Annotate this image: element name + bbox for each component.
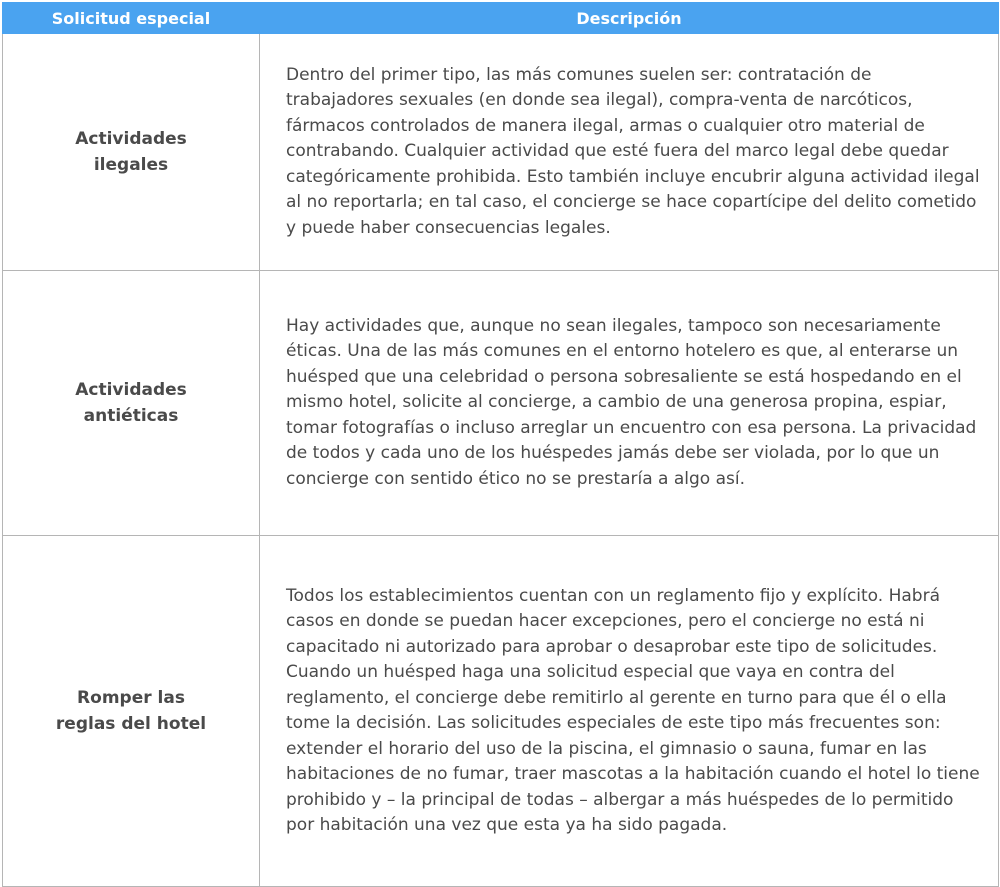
header-request: Solicitud especial xyxy=(3,3,260,34)
header-description: Descripción xyxy=(260,3,999,34)
request-name: Romper las reglas del hotel xyxy=(55,688,207,734)
description-cell: Dentro del primer tipo, las más comunes suelen ser: contratación de trabajadores sexuales (en donde sea ilegal), compra-venta de narcóticos, fármacos controlados de manera ilegal, armas o cualquier otro material de contrabando. Cualquier actividad que esté fuera del marco legal debe quedar categóricamente prohibida. Esto también incluye encubrir alguna actividad ilegal al no reportarla; en tal caso, el concierge se hace copartícipe del delito cometido y puede haber consecuencias legales. xyxy=(260,34,999,271)
table-row xyxy=(3,34,999,271)
header-row xyxy=(3,3,999,34)
special-requests-table xyxy=(2,2,999,887)
request-cell xyxy=(3,271,260,536)
table-row xyxy=(3,271,999,536)
request-name: Actividades ilegales xyxy=(75,129,187,175)
request-cell xyxy=(3,34,260,271)
description-cell: Hay actividades que, aunque no sean ilegales, tampoco son necesariamente éticas. Una de las más comunes en el entorno hotelero es que, al enterarse un huésped que una celebridad o persona sobresaliente se está hospedando en el mismo hotel, solicite al concierge, a cambio de una generosa propina, espiar, tomar fotografías o incluso arreglar un encuentro con esa persona. La privacidad de todos y cada uno de los huéspedes jamás debe ser violada, por lo que un concierge con sentido ético no se prestaría a algo así. xyxy=(260,271,999,536)
request-cell xyxy=(3,536,260,887)
description-cell: Todos los establecimientos cuentan con un reglamento fijo y explícito. Habrá casos en donde se puedan hacer excepciones, pero el concierge no está ni capacitado ni autorizado para aprobar o desaprobar este tipo de solicitudes. Cuando un huésped haga una solicitud especial que vaya en contra del reglamento, el concierge debe remitirlo al gerente en turno para que él o ella tome la decisión. Las solicitudes especiales de este tipo más frecuentes son: extender el horario del uso de la piscina, el gimnasio o sauna, fumar en las habitaciones de no fumar, traer mascotas a la habitación cuando el hotel lo tiene prohibido y – la principal de todas – albergar a más huéspedes de lo permitido por habitación una vez que esta ya ha sido pagada. xyxy=(260,536,999,887)
table-row xyxy=(3,536,999,887)
request-name: Actividades antiéticas xyxy=(75,380,187,426)
